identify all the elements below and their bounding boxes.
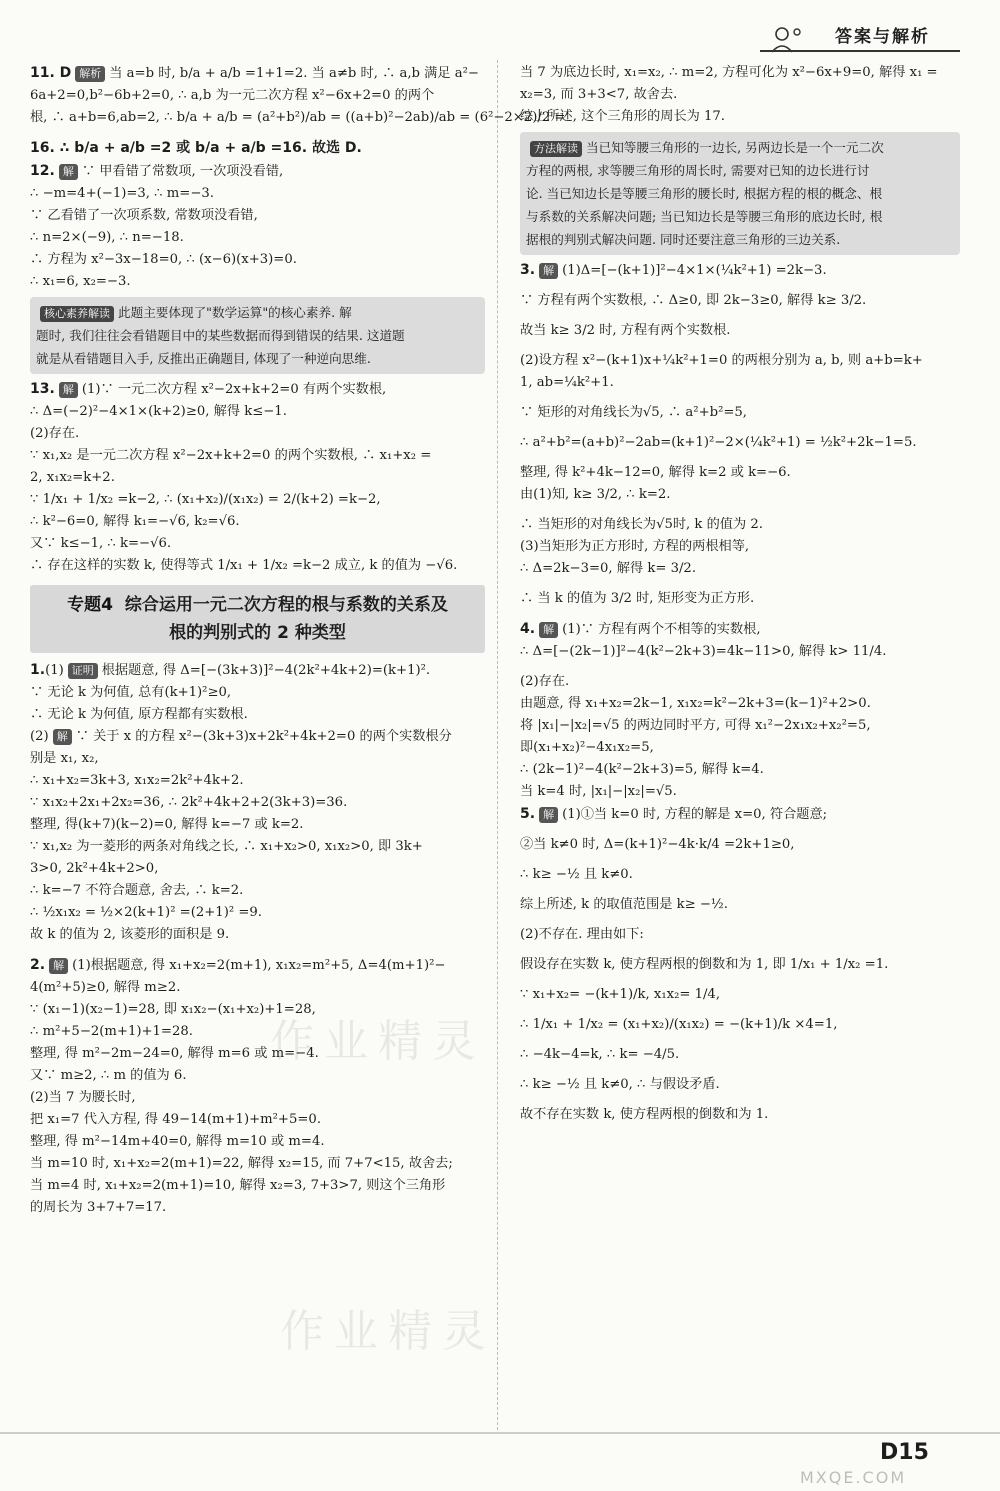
question-number: 11. D — [30, 65, 72, 81]
line-text: ∵ 乙看错了一次项系数, 常数项没看错, — [30, 208, 258, 223]
line-text: (2)不存在. 理由如下: — [520, 927, 644, 942]
line-text: x₂=3, 而 3+3<7, 故舍去. — [520, 87, 678, 102]
note-line: 论. 当已知边长是等腰三角形的腰长时, 根据方程的根的概念、根 — [526, 186, 883, 201]
answer-line — [520, 432, 960, 454]
answer-tag: 解 — [49, 958, 68, 974]
answer-line — [520, 954, 960, 976]
answer-tag: 证明 — [68, 663, 98, 679]
answer-line — [520, 320, 960, 342]
topic-title-line2: 根的判别式的 2 种类型 — [169, 623, 346, 643]
line-text: 当 7 为底边长时, x₁=x₂, ∴ m=2, 方程可化为 x²−6x+9=0, 解得 x₁ = — [520, 65, 938, 80]
line-text: ∴ x₁=6, x₂=−3. — [30, 274, 131, 289]
line-text: (1)根据题意, 得 x₁+x₂=2(m+1), x₁x₂=m²+5, Δ=4(m+1)²− — [72, 958, 446, 973]
answer-tag: 解析 — [75, 66, 105, 82]
answer-tag: 解 — [539, 622, 558, 638]
line-text: ∴ 方程为 x²−3x−18=0, ∴ (x−6)(x+3)=0. — [30, 252, 297, 267]
column-divider — [497, 60, 498, 1430]
line-text: 6a+2=0,b²−6b+2=0, ∴ a,b 为一元二次方程 x²−6x+2=0 的两个 — [30, 88, 435, 103]
answer-line — [30, 659, 485, 682]
answer-line — [520, 715, 960, 737]
line-text: ∵ 方程有两个实数根, ∴ Δ≥0, 即 2k−3≥0, 解得 k≥ 3/2. — [520, 293, 867, 308]
answer-line — [520, 1074, 960, 1096]
topic-heading — [30, 585, 485, 653]
site-watermark: MXQE.COM — [800, 1468, 907, 1487]
line-text: 假设存在实数 k, 使方程两根的倒数和为 1, 即 1/x₁ + 1/x₂ =1. — [520, 957, 889, 972]
answer-line — [30, 1131, 485, 1153]
header-rule — [760, 50, 960, 52]
line-text: 将 |x₁|−|x₂|=√5 的两边同时平方, 可得 x₁²−2x₁x₂+x₂²=5, — [520, 718, 871, 733]
line-text: 2, x₁x₂=k+2. — [30, 470, 115, 485]
note-line: 就是从看错题目入手, 反推出正确题目, 体现了一种逆向思维. — [36, 351, 371, 366]
answer-line — [30, 977, 485, 999]
page-number: D15 — [880, 1440, 929, 1465]
answer-line — [30, 880, 485, 902]
line-text: ∵ x₁,x₂ 是一元二次方程 x²−2x+k+2=0 的两个实数根, ∴ x₁+x₂ = — [30, 448, 432, 463]
answer-line — [30, 401, 485, 423]
answer-line — [30, 748, 485, 770]
note-line: 当已知等腰三角形的一边长, 另两边长是一个一元二次 — [586, 140, 884, 155]
answer-line — [30, 726, 485, 748]
line-text: ∴ 无论 k 为何值, 原方程都有实数根. — [30, 707, 248, 722]
answer-line — [30, 836, 485, 858]
answer-line — [30, 249, 485, 271]
line-text: (2)存在. — [30, 426, 80, 441]
note-tag: 方法解读 — [530, 141, 582, 157]
line-text: 1, ab=¼k²+1. — [520, 375, 614, 390]
question-number: 5. — [520, 806, 536, 822]
line-text: 根据题意, 得 Δ=[−(3k+3)]²−4(2k²+4k+2)=(k+1)². — [101, 663, 431, 678]
line-text: ∴ m²+5−2(m+1)+1=28. — [30, 1024, 193, 1039]
line-text: (1)∵ 方程有两个不相等的实数根, — [562, 622, 761, 637]
note-line: 据根的判别式解决问题. 同时还要注意三角形的三边关系. — [526, 232, 841, 247]
answer-line — [520, 834, 960, 856]
question-number: 13. — [30, 381, 55, 397]
line-text: ∴ k²−6=0, 解得 k₁=−√6, k₂=√6. — [30, 514, 240, 529]
line-text: 整理, 得 m²−14m+40=0, 解得 m=10 或 m=4. — [30, 1134, 325, 1149]
line-text: ∵ x₁x₂+2x₁+2x₂=36, ∴ 2k²+4k+2+2(3k+3)=36. — [30, 795, 348, 810]
line-text: (2)设方程 x²−(k+1)x+¼k²+1=0 的两根分别为 a, b, 则 a+b=k+ — [520, 353, 923, 368]
line-text: (1)①当 k=0 时, 方程的解是 x=0, 符合题意; — [562, 807, 828, 822]
note-tag: 核心素养解读 — [40, 306, 114, 322]
answer-line — [30, 792, 485, 814]
answer-line — [30, 62, 485, 85]
answer-line — [520, 62, 960, 84]
line-text: (2)存在. — [520, 674, 570, 689]
answer-line — [520, 1014, 960, 1036]
answer-line — [30, 770, 485, 792]
line-text: 整理, 得(k+7)(k−2)=0, 解得 k=−7 或 k=2. — [30, 817, 304, 832]
line-text: (1) — [45, 663, 64, 678]
answer-line — [520, 402, 960, 424]
answer-line — [30, 107, 566, 129]
answer-line — [520, 984, 960, 1006]
answer-line — [30, 378, 485, 401]
line-text: ∵ 关于 x 的方程 x²−(3k+3)x+2k²+4k+2=0 的两个实数根分 — [75, 729, 452, 744]
line-text: (2) — [30, 729, 49, 744]
answer-line — [520, 536, 960, 558]
question-number: 2. — [30, 957, 46, 973]
answer-line — [30, 271, 485, 293]
answer-line — [30, 1153, 485, 1175]
answer-line — [30, 682, 485, 704]
answer-line — [520, 84, 960, 106]
line-text: (1)∵ 一元二次方程 x²−2x+k+2=0 有两个实数根, — [81, 382, 387, 397]
answer-line — [30, 183, 485, 205]
answer-line — [30, 423, 485, 445]
watermark: 作业精灵 — [270, 1016, 486, 1067]
line-text: ∵ (x₁−1)(x₂−1)=28, 即 x₁x₂−(x₁+x₂)+1=28, — [30, 1002, 316, 1017]
line-text: 4(m²+5)≥0, 解得 m≥2. — [30, 980, 181, 995]
line-text: 整理, 得 m²−2m−24=0, 解得 m=6 或 m=−4. — [30, 1046, 319, 1061]
line-text: 故当 k≥ 3/2 时, 方程有两个实数根. — [520, 323, 731, 338]
answer-line — [520, 759, 960, 781]
answer-line — [520, 558, 960, 580]
line-text: (2)当 7 为腰长时, — [30, 1090, 136, 1105]
answer-line — [520, 1104, 960, 1126]
answer-line — [30, 160, 485, 183]
question-number: 3. — [520, 262, 536, 278]
question-number: 12. — [30, 163, 55, 179]
line-text: 的周长为 3+7+7=17. — [30, 1200, 167, 1215]
note-line: 与系数的关系解决问题; 当已知边长是等腰三角形的底边长时, 根 — [526, 209, 883, 224]
answer-line — [520, 671, 960, 693]
core-literacy-note — [30, 297, 485, 374]
question-number: 4. — [520, 621, 536, 637]
answer-line — [30, 924, 485, 946]
line-text: 当 m=10 时, x₁+x₂=2(m+1)=22, 解得 x₂=15, 而 7+7<15, 故舍去; — [30, 1156, 453, 1171]
line-text: ∵ 1/x₁ + 1/x₂ =k−2, ∴ (x₁+x₂)/(x₁x₂) = 2/(k+2) =k−2, — [30, 492, 381, 507]
line-text: 又∵ m≥2, ∴ m 的值为 6. — [30, 1068, 187, 1083]
note-line: 此题主要体现了"数学运算"的核心素养. 解 — [118, 305, 352, 320]
answer-line — [520, 290, 960, 312]
line-text: 综上所述, k 的取值范围是 k≥ −½. — [520, 897, 728, 912]
answer-line — [520, 588, 960, 610]
line-text: ∴ a²+b²=(a+b)²−2ab=(k+1)²−2×(¼k²+1) = ½k²+2k−1=5. — [520, 435, 917, 450]
line-text: 当 a=b 时, b/a + a/b =1+1=2. 当 a≠b 时, ∴ a,b 满足 a²− — [109, 66, 479, 81]
answer-line — [520, 924, 960, 946]
answer-line — [520, 864, 960, 886]
line-text: ∴ −m=4+(−1)=3, ∴ m=−3. — [30, 186, 214, 201]
line-text: ∵ 甲看错了常数项, 一次项没看错, — [81, 164, 284, 179]
method-note — [520, 132, 960, 255]
answer-line — [520, 514, 960, 536]
answer-line — [30, 954, 485, 977]
line-text: ∴ n=2×(−9), ∴ n=−18. — [30, 230, 184, 245]
answer-line — [520, 641, 960, 663]
line-text: 当 m=4 时, x₁+x₂=2(m+1)=10, 解得 x₂=3, 7+3>7, 则这个三角形 — [30, 1178, 446, 1193]
line-text: 别是 x₁, x₂, — [30, 751, 99, 766]
line-text: ∴ 当 k 的值为 3/2 时, 矩形变为正方形. — [520, 591, 755, 606]
answer-line — [30, 704, 485, 726]
answer-line — [30, 858, 485, 880]
line-text: ∵ 矩形的对角线长为√5, ∴ a²+b²=5, — [520, 405, 747, 420]
answer-tag: 解 — [539, 807, 558, 823]
answer-tag: 解 — [539, 263, 558, 279]
line-text: ∴ −4k−4=k, ∴ k= −4/5. — [520, 1047, 680, 1062]
line-text: 综上所述, 这个三角形的周长为 17. — [520, 109, 725, 124]
answer-line — [520, 737, 960, 759]
answer-tag: 解 — [59, 164, 78, 180]
note-line: 题时, 我们往往会看错题目中的某些数据而得到错误的结果. 这道题 — [36, 328, 405, 343]
answer-line — [30, 1087, 485, 1109]
line-text: ∴ ½x₁x₂ = ½×2(k+1)² =(2+1)² =9. — [30, 905, 262, 920]
question-number: 1. — [30, 662, 46, 678]
line-text: ∴ 当矩形的对角线长为√5时, k 的值为 2. — [520, 517, 763, 532]
answer-line — [30, 511, 485, 533]
answer-line — [520, 781, 960, 803]
question-number: 16. ∴ b/a + a/b =2 或 b/a + a/b =16. 故选 D. — [30, 140, 362, 156]
line-text: ∴ Δ=(−2)²−4×1×(k+2)≥0, 解得 k≤−1. — [30, 404, 287, 419]
line-text: ∴ Δ=2k−3=0, 解得 k= 3/2. — [520, 561, 697, 576]
answer-line — [520, 350, 960, 372]
line-text: 由题意, 得 x₁+x₂=2k−1, x₁x₂=k²−2k+3=(k−1)²+2>0. — [520, 696, 871, 711]
line-text: ∴ (2k−1)²−4(k²−2k+3)=5, 解得 k=4. — [520, 762, 764, 777]
line-text: 整理, 得 k²+4k−12=0, 解得 k=2 或 k=−6. — [520, 465, 791, 480]
answer-tag: 解 — [53, 729, 72, 745]
answer-line — [520, 894, 960, 916]
line-text: 把 x₁=7 代入方程, 得 49−14(m+1)+m²+5=0. — [30, 1112, 322, 1127]
line-text: 故不存在实数 k, 使方程两根的倒数和为 1. — [520, 1107, 769, 1122]
answer-line — [30, 1109, 485, 1131]
note-line: 方程的两根, 求等腰三角形的周长时, 需要对已知的边长进行讨 — [526, 163, 870, 178]
page-header — [0, 0, 1000, 60]
footer-rule — [0, 1432, 1000, 1434]
answer-line — [30, 205, 485, 227]
answer-line — [520, 1044, 960, 1066]
answer-tag: 解 — [59, 382, 78, 398]
answer-line — [30, 1175, 485, 1197]
line-text: 又∵ k≤−1, ∴ k=−√6. — [30, 536, 172, 551]
line-text: 3>0, 2k²+4k+2>0, — [30, 861, 159, 876]
line-text: ∵ x₁,x₂ 为一菱形的两条对角线之长, ∴ x₁+x₂>0, x₁x₂>0, 即 3k+ — [30, 839, 423, 854]
watermark: 作业精灵 — [280, 1306, 496, 1357]
line-text: ∴ k≥ −½ 且 k≠0. — [520, 867, 633, 882]
line-text: (3)当矩形为正方形时, 方程的两根相等, — [520, 539, 750, 554]
topic-title-line1: 综合运用一元二次方程的根与系数的关系及 — [124, 595, 448, 615]
answer-line — [30, 445, 485, 467]
answer-line — [30, 555, 485, 577]
answer-line — [30, 137, 485, 160]
answer-line — [520, 106, 960, 128]
line-text: 由(1)知, k≥ 3/2, ∴ k=2. — [520, 487, 671, 502]
answer-line — [520, 618, 960, 641]
answer-line — [30, 227, 485, 249]
section-title: 答案与解析 — [835, 27, 930, 47]
line-text: 根, ∴ a+b=6,ab=2, ∴ b/a + a/b = (a²+b²)/ab = ((a+b)²−2ab)/ab = (6²−2×2)/2 = — [30, 110, 566, 125]
line-text: 即(x₁+x₂)²−4x₁x₂=5, — [520, 740, 654, 755]
answer-line — [30, 489, 485, 511]
answer-line — [520, 372, 960, 394]
line-text: ∴ k≥ −½ 且 k≠0, ∴ 与假设矛盾. — [520, 1077, 720, 1092]
answer-line — [520, 693, 960, 715]
line-text: ∴ 存在这样的实数 k, 使得等式 1/x₁ + 1/x₂ =k−2 成立, k 的值为 −√6. — [30, 558, 458, 573]
line-text: ∴ 1/x₁ + 1/x₂ = (x₁+x₂)/(x₁x₂) = −(k+1)/k ×4=1, — [520, 1017, 838, 1032]
answer-line — [520, 462, 960, 484]
line-text: ②当 k≠0 时, Δ=(k+1)²−4k·k/4 =2k+1≥0, — [520, 837, 795, 852]
answer-line — [30, 814, 485, 836]
line-text: ∴ Δ=[−(2k−1)]²−4(k²−2k+3)=4k−11>0, 解得 k> 11/4. — [520, 644, 887, 659]
answer-line — [30, 533, 485, 555]
right-column — [520, 62, 960, 1126]
answer-line — [520, 803, 960, 826]
answer-line — [30, 85, 485, 107]
line-text: 当 k=4 时, |x₁|−|x₂|=√5. — [520, 784, 677, 799]
line-text: ∵ x₁+x₂= −(k+1)/k, x₁x₂= 1/4, — [520, 987, 721, 1002]
line-text: ∵ 无论 k 为何值, 总有(k+1)²≥0, — [30, 685, 232, 700]
answer-line — [30, 902, 485, 924]
line-text: ∴ k=−7 不符合题意, 舍去, ∴ k=2. — [30, 883, 244, 898]
topic-number: 专题4 — [67, 595, 113, 615]
answer-line — [30, 1197, 485, 1219]
answer-line — [30, 467, 485, 489]
answer-line — [520, 259, 960, 282]
line-text: 故 k 的值为 2, 该菱形的面积是 9. — [30, 927, 230, 942]
answer-line — [520, 484, 960, 506]
line-text: (1)Δ=[−(k+1)]²−4×1×(¼k²+1) =2k−3. — [562, 263, 827, 278]
line-text: ∴ x₁+x₂=3k+3, x₁x₂=2k²+4k+2. — [30, 773, 244, 788]
